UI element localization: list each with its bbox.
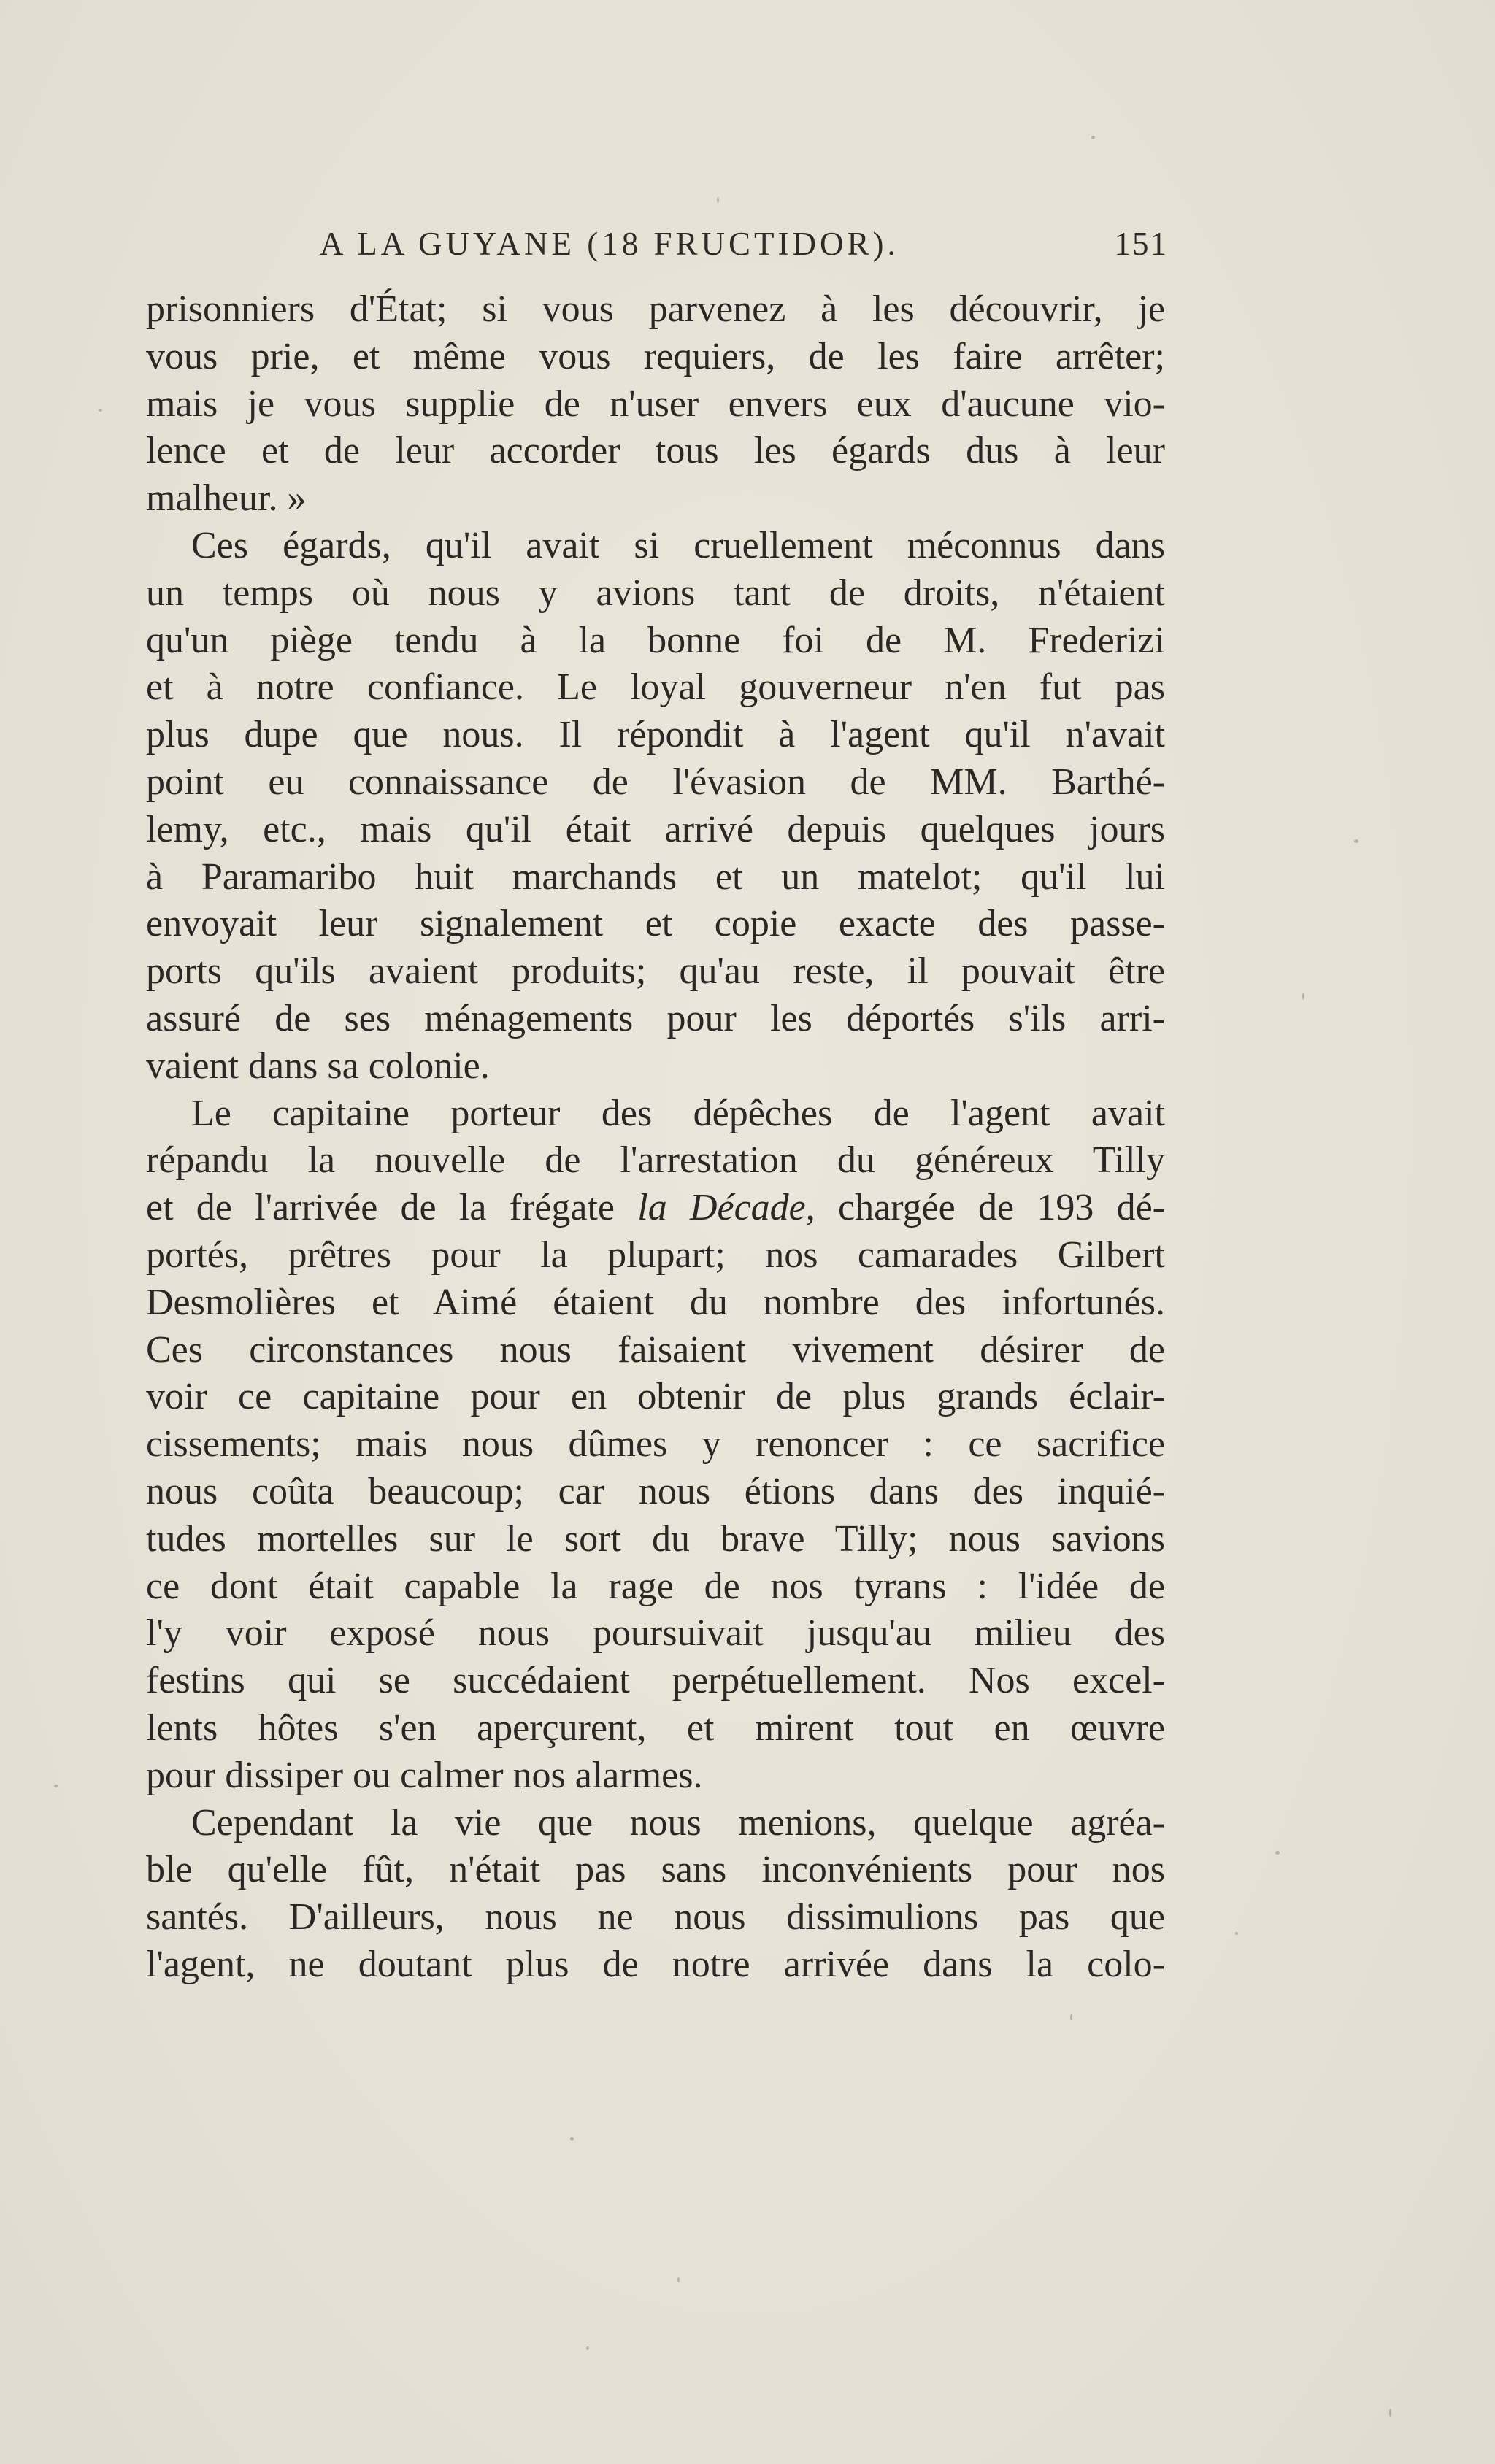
text-segment: , chargée de 193 dé- <box>805 1187 1165 1229</box>
text-line: vaient dans sa colonie. <box>146 1044 490 1087</box>
text-line: pour dissiper ou calmer nos alarmes. <box>146 1754 703 1796</box>
text-line: Ces égards, qu'il avait si cruellement méconnus dans <box>191 524 1165 566</box>
text-line: mais je vous supplie de n'user envers eux d'aucune vio- <box>146 382 1165 425</box>
text-line: ce dont était capable la rage de nos tyrans : l'idée de <box>146 1565 1165 1607</box>
text-line: tudes mortelles sur le sort du brave Tilly; nous savions <box>146 1517 1165 1560</box>
text-line: assuré de ses ménagements pour les déportés s'ils arri- <box>146 997 1165 1039</box>
text-line: l'agent, ne doutant plus de notre arrivée dans la colo- <box>146 1943 1165 1985</box>
speck <box>1275 1851 1280 1855</box>
text-line: portés, prêtres pour la plupart; nos camarades Gilbert <box>146 1233 1165 1276</box>
text-line: nous coûta beaucoup; car nous étions dans des inquié- <box>146 1470 1165 1512</box>
speck <box>677 2277 680 2282</box>
text-line: répandu la nouvelle de l'arrestation du généreux Tilly <box>146 1139 1165 1182</box>
speck <box>1302 993 1304 1000</box>
text-line: lemy, etc., mais qu'il était arrivé depuis quelques jours <box>146 808 1165 850</box>
running-title: A LA GUYANE (18 FRUCTIDOR). <box>320 226 899 262</box>
text-line: santés. D'ailleurs, nous ne nous dissimulions pas que <box>146 1896 1165 1939</box>
speck <box>586 2346 589 2350</box>
text-line: Desmolières et Aimé étaient du nombre des infortunés. <box>146 1281 1165 1323</box>
text-line: plus dupe que nous. Il répondit à l'agent qu'il n'avait <box>146 714 1165 756</box>
text-line: prisonniers d'État; si vous parvenez à les découvrir, je <box>146 288 1165 330</box>
body-text <box>146 286 1165 1989</box>
speck <box>717 197 719 203</box>
text-line: ble qu'elle fût, n'était pas sans inconvénients pour nos <box>146 1849 1165 1891</box>
text-line: un temps où nous y avions tant de droits, n'étaient <box>146 571 1165 614</box>
speck <box>1091 136 1095 139</box>
text-line: ports qu'ils avaient produits; qu'au reste, il pouvait être <box>146 950 1165 993</box>
text-line: festins qui se succédaient perpétuellement. Nos excel- <box>146 1660 1165 1702</box>
text-line: lents hôtes s'en aperçurent, et mirent tout en œuvre <box>146 1706 1165 1749</box>
speck <box>1354 839 1358 843</box>
text-line: Le capitaine porteur des dépêches de l'agent avait <box>191 1092 1165 1134</box>
speck <box>1235 1932 1238 1935</box>
text-line: malheur. » <box>146 477 307 520</box>
text-line: et à notre confiance. Le loyal gouverneur n'en fut pas <box>146 666 1165 709</box>
text-line: vous prie, et même vous requiers, de les faire arrêter; <box>146 335 1165 377</box>
speck <box>54 1785 58 1787</box>
text-line: Cependant la vie que nous menions, quelque agréa- <box>191 1801 1165 1844</box>
text-line: cissements; mais nous dûmes y renoncer : ce sacrifice <box>146 1423 1165 1466</box>
speck <box>1389 2409 1391 2417</box>
text-line: à Paramaribo huit marchands et un matelot; qu'il lui <box>146 855 1165 898</box>
text-line: voir ce capitaine pour en obtenir de plus grands éclair- <box>146 1376 1165 1418</box>
text-line: Ces circonstances nous faisaient vivement désirer de <box>146 1328 1165 1371</box>
speck <box>570 2137 574 2141</box>
ship-name: la Décade <box>637 1187 806 1229</box>
speck <box>99 409 102 412</box>
running-head <box>146 219 1168 270</box>
speck <box>1070 2014 1072 2020</box>
text-line: point eu connaissance de l'évasion de MM. Barthé- <box>146 761 1165 803</box>
text-line: l'y voir exposé nous poursuivait jusqu'au milieu des <box>146 1612 1165 1655</box>
text-segment: et de l'arrivée de la frégate <box>146 1187 638 1229</box>
text-line: envoyait leur signalement et copie exacte des passe- <box>146 903 1165 945</box>
text-line-with-italic <box>146 1185 1165 1232</box>
page-number: 151 <box>1114 226 1168 262</box>
text-line: lence et de leur accorder tous les égards dus à leur <box>146 430 1165 472</box>
text-line: qu'un piège tendu à la bonne foi de M. Frederizi <box>146 619 1165 661</box>
